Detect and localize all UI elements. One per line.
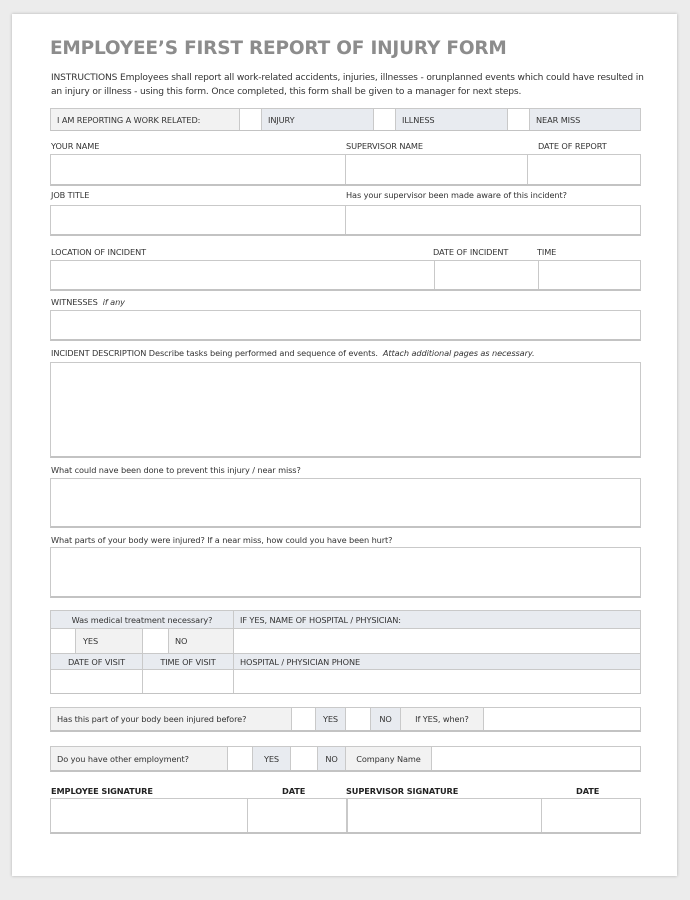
witnesses-label: [51, 297, 125, 307]
employee-signature-label: EMPLOYEE SIGNATURE: [51, 786, 153, 796]
medical-table: [50, 610, 641, 694]
supervisor-aware-label: Has your supervisor been made aware of this incident?: [346, 190, 567, 200]
incident-note: Attach additional pages as necessary.: [382, 348, 535, 358]
injured-before-yes-checkbox[interactable]: [291, 708, 315, 730]
near-miss-checkbox[interactable]: [507, 109, 529, 130]
date-of-visit-field[interactable]: [51, 670, 142, 693]
location-label: LOCATION OF INCIDENT: [51, 247, 147, 257]
injury-option: INJURY: [261, 109, 373, 130]
company-name-field[interactable]: [431, 747, 640, 770]
injured-before-no-checkbox[interactable]: [345, 708, 370, 730]
your-name-field[interactable]: [51, 155, 345, 184]
employee-signature-field[interactable]: [51, 799, 247, 832]
supervisor-signature-field[interactable]: [346, 799, 541, 832]
other-employment-no-label: NO: [317, 747, 345, 770]
job-title-field[interactable]: [51, 206, 345, 234]
employee-date-field[interactable]: [247, 799, 346, 832]
job-title-row: [50, 205, 641, 236]
medical-no-label: NO: [168, 629, 233, 653]
reporting-label: I AM REPORTING A WORK RELATED:: [51, 109, 239, 130]
date-of-report-label: DATE OF REPORT: [538, 141, 607, 151]
location-field[interactable]: [51, 261, 434, 289]
body-parts-field[interactable]: [50, 547, 641, 598]
injured-before-when-field[interactable]: [483, 708, 640, 730]
body-parts-label: What parts of your body were injured? If a near miss, how could you have been hurt?: [51, 535, 393, 545]
location-row: [50, 260, 641, 291]
near-miss-option: NEAR MISS: [529, 109, 640, 130]
time-of-visit-label: TIME OF VISIT: [142, 654, 233, 669]
other-employment-yes-checkbox[interactable]: [227, 747, 252, 770]
injury-checkbox[interactable]: [239, 109, 261, 130]
signature-row: [50, 798, 641, 834]
medical-yes-label: YES: [75, 629, 142, 653]
medical-yes-checkbox[interactable]: [51, 629, 75, 653]
incident-description-label: [51, 348, 534, 358]
reporting-type-row: [50, 108, 641, 131]
hospital-phone-field[interactable]: [233, 670, 640, 693]
time-label: TIME: [537, 247, 557, 257]
prevent-label: What could nave been done to prevent this injury / near miss?: [51, 465, 301, 475]
other-employment-no-checkbox[interactable]: [290, 747, 317, 770]
injured-before-when-label: If YES, when?: [400, 708, 483, 730]
form-title: EMPLOYEE’S FIRST REPORT OF INJURY FORM: [50, 38, 507, 59]
injured-before-yes-label: YES: [315, 708, 345, 730]
supervisor-signature-label: SUPERVISOR SIGNATURE: [346, 786, 459, 796]
incident-description-text: INCIDENT DESCRIPTION Describe tasks being performed and sequence of events.: [51, 348, 378, 358]
injured-before-row: [50, 707, 641, 732]
witnesses-label-text: WITNESSES: [51, 297, 98, 307]
name-row: [50, 154, 641, 186]
incident-description-field[interactable]: [50, 362, 641, 458]
your-name-label: YOUR NAME: [51, 141, 100, 151]
supervisor-date-label: DATE: [576, 786, 600, 796]
instructions-text: INSTRUCTIONS Employees shall report all work-related accidents, injuries, illnesses - orunplanned events which could have resulted in an injury or illness - using this form. Once completed, this form shall be given to a manager for next steps.: [51, 73, 644, 97]
hospital-phone-label: HOSPITAL / PHYSICIAN PHONE: [233, 654, 640, 669]
time-field[interactable]: [538, 261, 640, 289]
time-of-visit-field[interactable]: [142, 670, 233, 693]
date-of-incident-label: DATE OF INCIDENT: [433, 247, 509, 257]
witnesses-field[interactable]: [50, 310, 641, 341]
prevent-field[interactable]: [50, 478, 641, 528]
date-of-visit-label: DATE OF VISIT: [51, 654, 142, 669]
injured-before-no-label: NO: [370, 708, 400, 730]
hospital-name-label: IF YES, NAME OF HOSPITAL / PHYSICIAN:: [233, 611, 640, 628]
date-of-incident-field[interactable]: [434, 261, 538, 289]
other-employment-question: Do you have other employment?: [51, 747, 227, 770]
witnesses-note: if any: [102, 297, 125, 307]
other-employment-row: [50, 746, 641, 772]
supervisor-name-label: SUPERVISOR NAME: [346, 141, 423, 151]
medical-no-checkbox[interactable]: [142, 629, 168, 653]
date-of-report-field[interactable]: [527, 155, 640, 184]
illness-checkbox[interactable]: [373, 109, 395, 130]
supervisor-date-field[interactable]: [541, 799, 640, 832]
employee-date-label: DATE: [282, 786, 306, 796]
company-name-label: Company Name: [345, 747, 431, 770]
other-employment-yes-label: YES: [252, 747, 290, 770]
job-title-label: JOB TITLE: [51, 190, 90, 200]
supervisor-name-field[interactable]: [345, 155, 527, 184]
illness-option: ILLNESS: [395, 109, 507, 130]
supervisor-aware-field[interactable]: [345, 206, 640, 234]
hospital-name-field[interactable]: [233, 629, 640, 653]
medical-question: Was medical treatment necessary?: [51, 611, 233, 628]
injured-before-question: Has this part of your body been injured before?: [51, 708, 291, 730]
